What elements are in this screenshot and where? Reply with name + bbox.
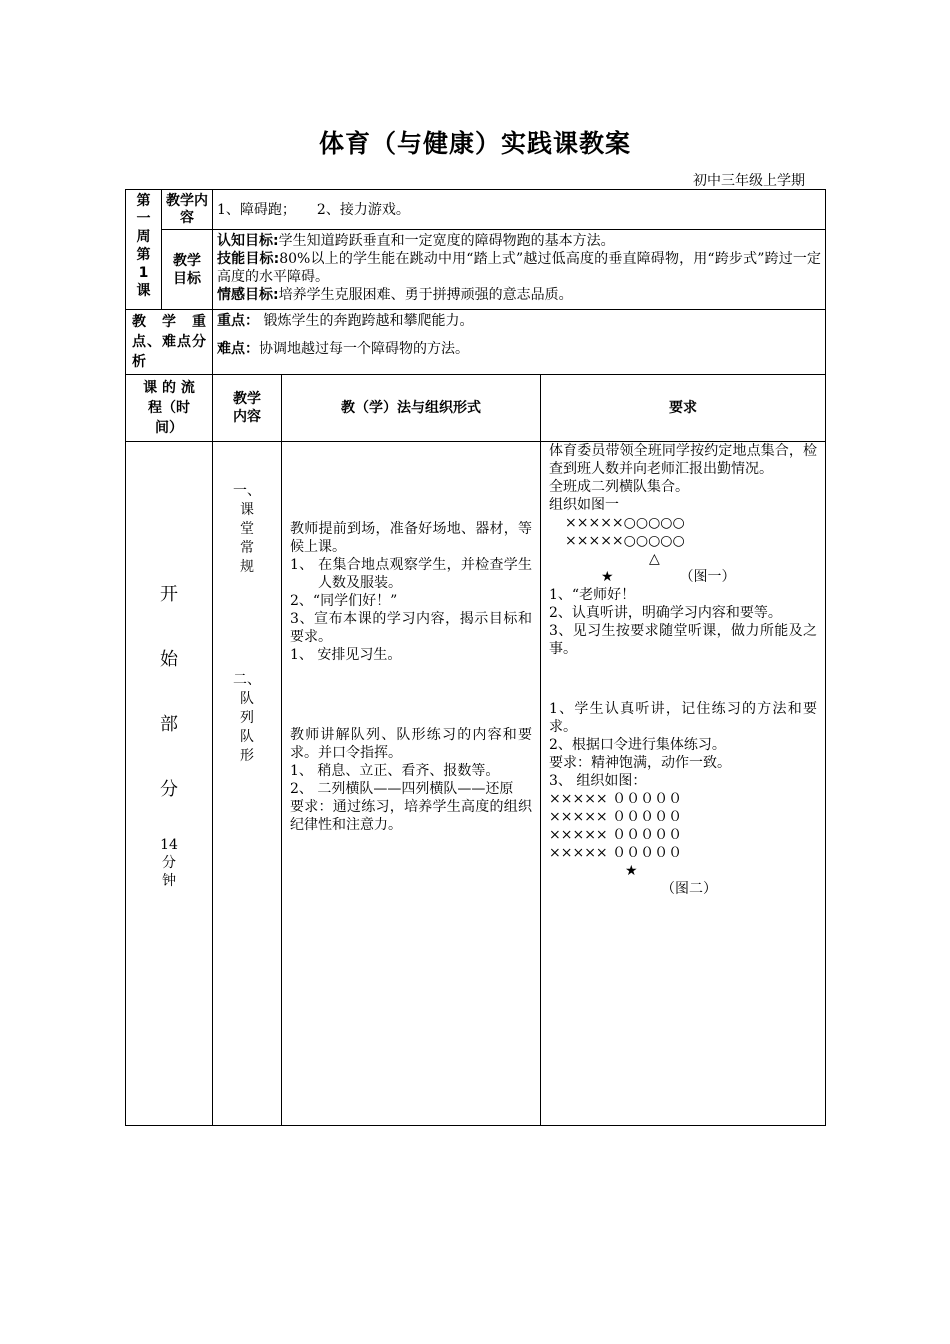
section-start: 开 始 部 分 14 分 钟 [126, 442, 213, 1126]
teacher-star-icon: ★ [601, 569, 614, 585]
teacher-star-icon-2: ★ [625, 863, 638, 879]
figure-two: ××××× ０００００ ××××× ０００００ ××××× ０００００ ××××× ０００００ ★ （图二） [549, 790, 817, 898]
column-method: 教（学）法与组织形式 [282, 375, 541, 442]
figure-one: ×××××○○○○○ ×××××○○○○○ △ ★ （图一） [565, 515, 736, 585]
document-title: 体育（与健康）实践课教案 [318, 129, 631, 158]
content-label: 教学内容 [162, 190, 213, 230]
section-method: 教师提前到场，准备好场地、器材，等候上课。 1、 在集合地点观察学生，并检查学生人数及服装。 2、“同学们好！” 3、宣布本课的学习内容，揭示目标和要求。 1、 安排见习生。 教师讲解队列、队形练习的内容和要求。并口令指挥。 1、 稍息、立正、看齐、报数等。 2、 二列横队——四列横队——还原 要求：通过练习，培养学生高度的组织纪律性和注意力。 [282, 442, 541, 1126]
section-time: 14 分 钟 [160, 837, 178, 889]
grade-label: 初中三年级上学期 [693, 173, 805, 189]
content-item-formation: 二、 队 列 队 形 [233, 672, 261, 764]
section-requirement: 体育委员带领全班同学按约定地点集合，检查到班人数并向老师汇报出勤情况。 全班成二列横队集合。 组织如图一 ×××××○○○○○ ×××××○○○○○ △ ★ （图一） 1、“老师好！ 2、认真听讲，明确学习内容和要等。 3、见习生按要求随堂听课，做力所能及之事。 1、学生认真听讲，记住练习的方法和要求。 2、根据口令进行集体练习。 要求：精神饱满，动作一致。 3、 组织如图： ××××× ０００００ ××××× ０００００ ××××× ０００００ ××××× ０００００ ★ （图二） [541, 442, 826, 1126]
week-lesson-cell: 第 一 周 第 1 课 [126, 190, 162, 310]
section-content [213, 442, 282, 1126]
lesson-goals: 认知目标:学生知道跨跃垂直和一定宽度的障碍物跑的基本方法。 技能目标:80%以上的学生能在跳动中用“踏上式”越过低高度的垂直障碍物，用“跨步式”跨过一定高度的水平障碍。 情感目标:培养学生克服困难、勇于拼搏顽强的意志品质。 [213, 230, 826, 310]
column-process: 课 的 流 程（时间） [126, 375, 213, 442]
key-label: 教 学 重 点、难点分析 [126, 310, 213, 375]
key-points: 重点： 锻炼学生的奔跑跨越和攀爬能力。 难点：协调地越过每一个障碍物的方法。 [213, 310, 826, 375]
content-item-routine: 一、 课 堂 常 规 [233, 483, 261, 575]
goal-label: 教学目标 [162, 230, 213, 310]
column-content: 教学内容 [213, 375, 282, 442]
lesson-content: 1、障碍跑； 2、接力游戏。 [213, 190, 826, 230]
lesson-plan-table [125, 189, 826, 1126]
column-requirement: 要求 [541, 375, 826, 442]
